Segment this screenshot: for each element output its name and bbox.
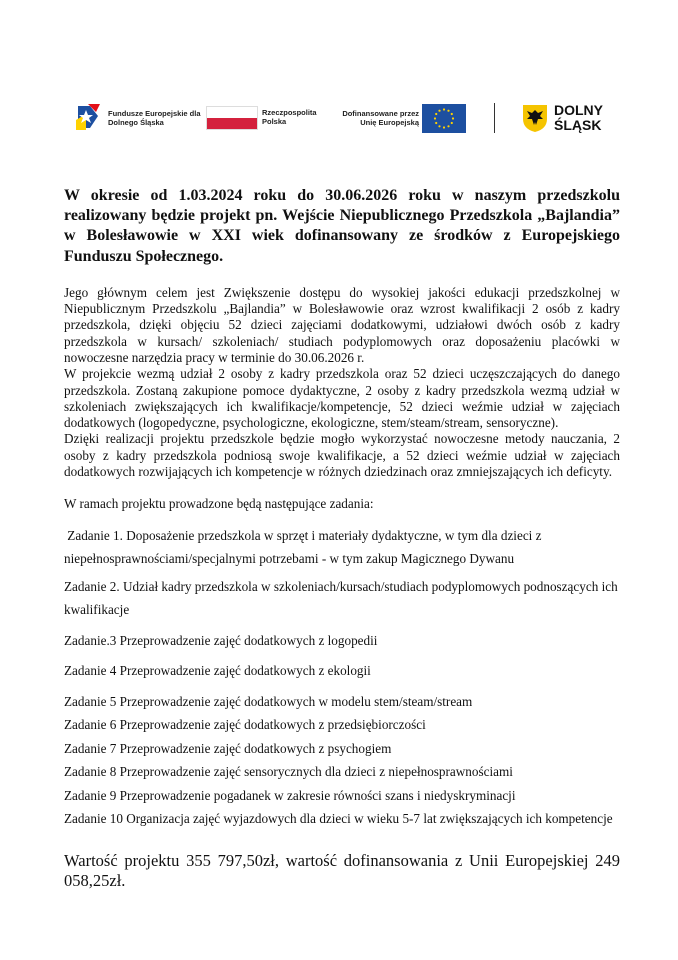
eu-star-icon — [438, 110, 440, 112]
task-item: Zadanie 7 Przeprowadzenie zajęć dodatkowych z psychogiem — [64, 740, 392, 756]
document-body — [64, 186, 620, 891]
logo-bar — [66, 100, 626, 140]
eu-flag-icon — [422, 104, 466, 133]
eu-star-icon — [435, 122, 437, 124]
ds-line-2: ŚLĄSK — [554, 117, 602, 133]
project-value: Wartość projektu 355 797,50zł, wartość dofinansowania z Unii Europejskiej 249 058,25zł. — [64, 850, 620, 890]
eu-star-icon — [447, 110, 449, 112]
task-item: Zadanie 1. Doposażenie przedszkola w sprzęt i materiały dydaktyczne, w tym dla dzieci z niepełnosprawnościami/specjalnymi potrzebami - w tym zakup Magicznego Dywanu — [64, 527, 545, 567]
description — [64, 285, 620, 481]
rzeczpospolita-polska-logo — [206, 100, 331, 138]
eu-star-icon — [438, 125, 440, 127]
dolny-slask-logo — [521, 100, 631, 138]
fe-star-icon — [72, 102, 102, 132]
task-item: Zadanie 5 Przeprowadzenie zajęć dodatkowych w modelu stem/steam/stream — [64, 693, 473, 709]
tasks-intro: W ramach projektu prowadzone będą następujące zadania: — [64, 496, 374, 512]
logo-divider — [494, 103, 495, 133]
eu-star-icon — [443, 126, 445, 128]
eu-star-icon — [451, 113, 453, 115]
eu-star-icon — [452, 117, 454, 119]
ue-logo-text: Dofinansowane przez Unię Europejską — [342, 109, 419, 127]
headline: W okresie od 1.03.2024 roku do 30.06.2026 roku w naszym przedszkolu realizowany będzie projekt pn. Wejście Niepublicznego Przedszkola „Bajlandia” w Bolesławowie w XXI wiek dofinansowany ze środków z Europejskiego Funduszu Społecznego. — [64, 187, 620, 265]
task-item: Zadanie 6 Przeprowadzenie zajęć dodatkowych z przedsiębiorczości — [64, 717, 426, 733]
eu-star-icon — [451, 122, 453, 124]
eu-star-icon — [443, 108, 445, 110]
task-list — [64, 524, 620, 831]
eu-funding-logo — [331, 100, 471, 138]
task-item: Zadanie 4 Przeprowadzenie zajęć dodatkowych z ekologii — [64, 663, 371, 679]
eu-star-icon — [447, 125, 449, 127]
eagle-crest-icon — [521, 103, 549, 133]
fundusze-europejskie-logo — [72, 100, 222, 138]
task-item: Zadanie 2. Udział kadry przedszkola w szkoleniach/kursach/studiach podyplomowych podnoszących ich kwalifikacje — [64, 578, 618, 618]
task-item: Zadanie.3 Przeprowadzenie zajęć dodatkowych z logopedii — [64, 632, 378, 648]
eu-star-icon — [434, 117, 436, 119]
paragraph: W projekcie wezmą udział 2 osoby z kadry przedszkola oraz 52 dzieci uczęszczających do danego przedszkola. Zostaną zakupione pomoce dydaktyczne, 2 osoby z kadry przedszkola wezmą udział w szkoleniach zwiększających ich kwalifikacje/kompetencje, 52 dzieci weźmie udział w zajęciach dodatkowych (logopedyczne, psychologiczne, ekologiczne, stem/steam/stream, sensoryczne). — [64, 366, 620, 431]
fe-logo-text: Fundusze Europejskie dla Dolnego Śląska — [108, 109, 201, 127]
rp-logo-text: Rzeczpospolita Polska — [262, 108, 317, 126]
dolny-slask-text — [554, 103, 624, 133]
task-item: Zadanie 10 Organizacja zajęć wyjazdowych dla dzieci w wieku 5-7 lat zwiększających ich kompetencje — [64, 811, 613, 827]
eu-star-icon — [435, 113, 437, 115]
paragraph: Dzięki realizacji projektu przedszkole będzie mogło wykorzystać nowoczesne metody nauczania, 2 osoby z kadry przedszkola podniosą swoje kwalifikacje, a 52 dzieci weźmie udział w zajęciach dodatkowych rozwijających ich kompetencje w różnych dziedzinach oraz zmniejszających ich deficyty. — [64, 431, 620, 480]
polish-flag-icon — [206, 106, 258, 130]
ds-line-1: DOLNY — [554, 102, 603, 118]
paragraph: Jego głównym celem jest Zwiększenie dostępu do wysokiej jakości edukacji przedszkolnej w Niepublicznym Przedszkolu „Bajlandia” w Bolesławowie oraz wzrost kwalifikacji 2 osób z kadry przedszkola, dzięki objęciu 52 dzieci zajęciami dodatkowymi, udziałowi dwóch osób z kadry przedszkola w kursach/ szkoleniach/ studiach podyplomowych oraz doposażeniu placówki w nowoczesne narzędzia pracy w terminie do 30.06.2026 r. — [64, 284, 620, 365]
task-item: Zadanie 8 Przeprowadzenie zajęć sensorycznych dla dzieci z niepełnosprawnościami — [64, 764, 513, 780]
task-item: Zadanie 9 Przeprowadzenie pogadanek w zakresie równości szans i niedyskryminacji — [64, 787, 516, 803]
